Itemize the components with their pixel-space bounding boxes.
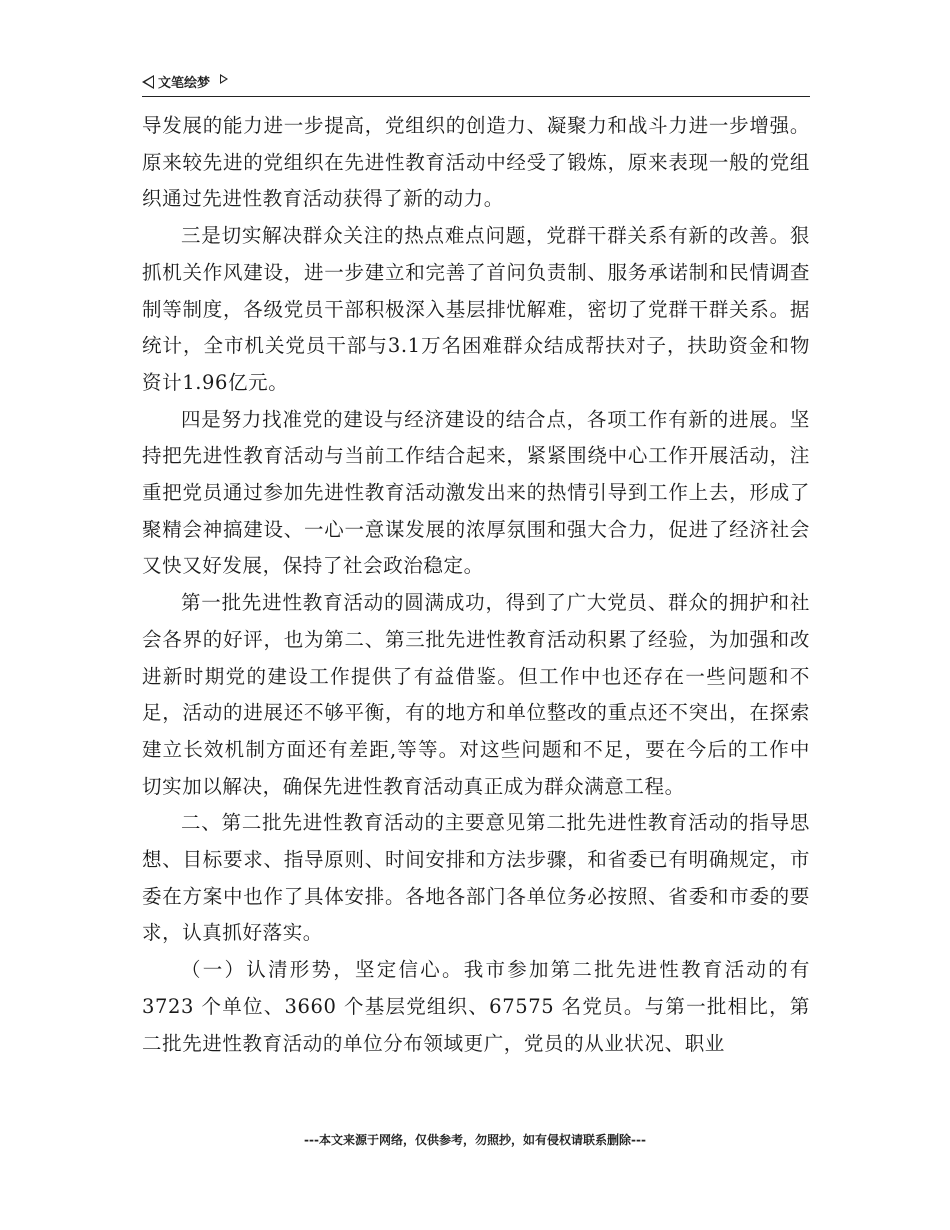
triangle-left-icon <box>142 75 154 89</box>
paragraph: 四是努力找准党的建设与经济建设的结合点，各项工作有新的进展。坚持把先进性教育活动与当前工作结合起来，紧紧围绕中心工作开展活动，注重把党员通过参加先进性教育活动激发出来的热情引导到工作上去，形成了聚精会神搞建设、一心一意谋发展的浓厚氛围和强大合力，促进了经济社会又快又好发展，保持了社会政治稳定。 <box>142 407 810 578</box>
page-footer: ---本文来源于网络，仅供参考，勿照抄，如有侵权请联系删除--- <box>304 1133 646 1147</box>
page-header <box>142 70 810 97</box>
paragraph-continuation: 导发展的能力进一步提高，党组织的创造力、凝聚力和战斗力进一步增强。原来较先进的党组织在先进性教育活动中经受了锻炼，原来表现一般的党组织通过先进性教育活动获得了新的动力。 <box>142 114 810 211</box>
paragraph: 第一批先进性教育活动的圆满成功，得到了广大党员、群众的拥护和社会各界的好评，也为第二、第三批先进性教育活动积累了经验，为加强和改进新时期党的建设工作提供了有益借鉴。但工作中也还存在一些问题和不足，活动的进展还不够平衡，有的地方和单位整改的重点还不突出，在探索建立长效机制方面还有差距,等等。对这些问题和不足，要在今后的工作中切实加以解决，确保先进性教育活动真正成为群众满意工程。 <box>142 591 810 798</box>
paragraph: （一）认清形势，坚定信心。我市参加第二批先进性教育活动的有 3723 个单位、3660 个基层党组织、67575 名党员。与第一批相比，第二批先进性教育活动的单位分布领域更广，党员的从业状况、职业 <box>142 958 810 1055</box>
document-body <box>142 108 810 1062</box>
triangle-right-icon <box>220 74 228 84</box>
header-title: 文笔绘梦 <box>158 76 211 91</box>
paragraph: 二、第二批先进性教育活动的主要意见第二批先进性教育活动的指导思想、目标要求、指导原则、时间安排和方法步骤，和省委已有明确规定，市委在方案中也作了具体安排。各地各部门各单位务必按照、省委和市委的要求，认真抓好落实。 <box>142 811 810 945</box>
paragraph: 三是切实解决群众关注的热点难点问题，党群干群关系有新的改善。狠抓机关作风建设，进一步建立和完善了首问负责制、服务承诺制和民情调查制等制度，各级党员干部积极深入基层排忧解难，密切了党群干群关系。据统计，全市机关党员干部与3.1万名困难群众结成帮扶对子，扶助资金和物资计1.96亿元。 <box>142 224 810 394</box>
header-brand <box>142 72 228 91</box>
